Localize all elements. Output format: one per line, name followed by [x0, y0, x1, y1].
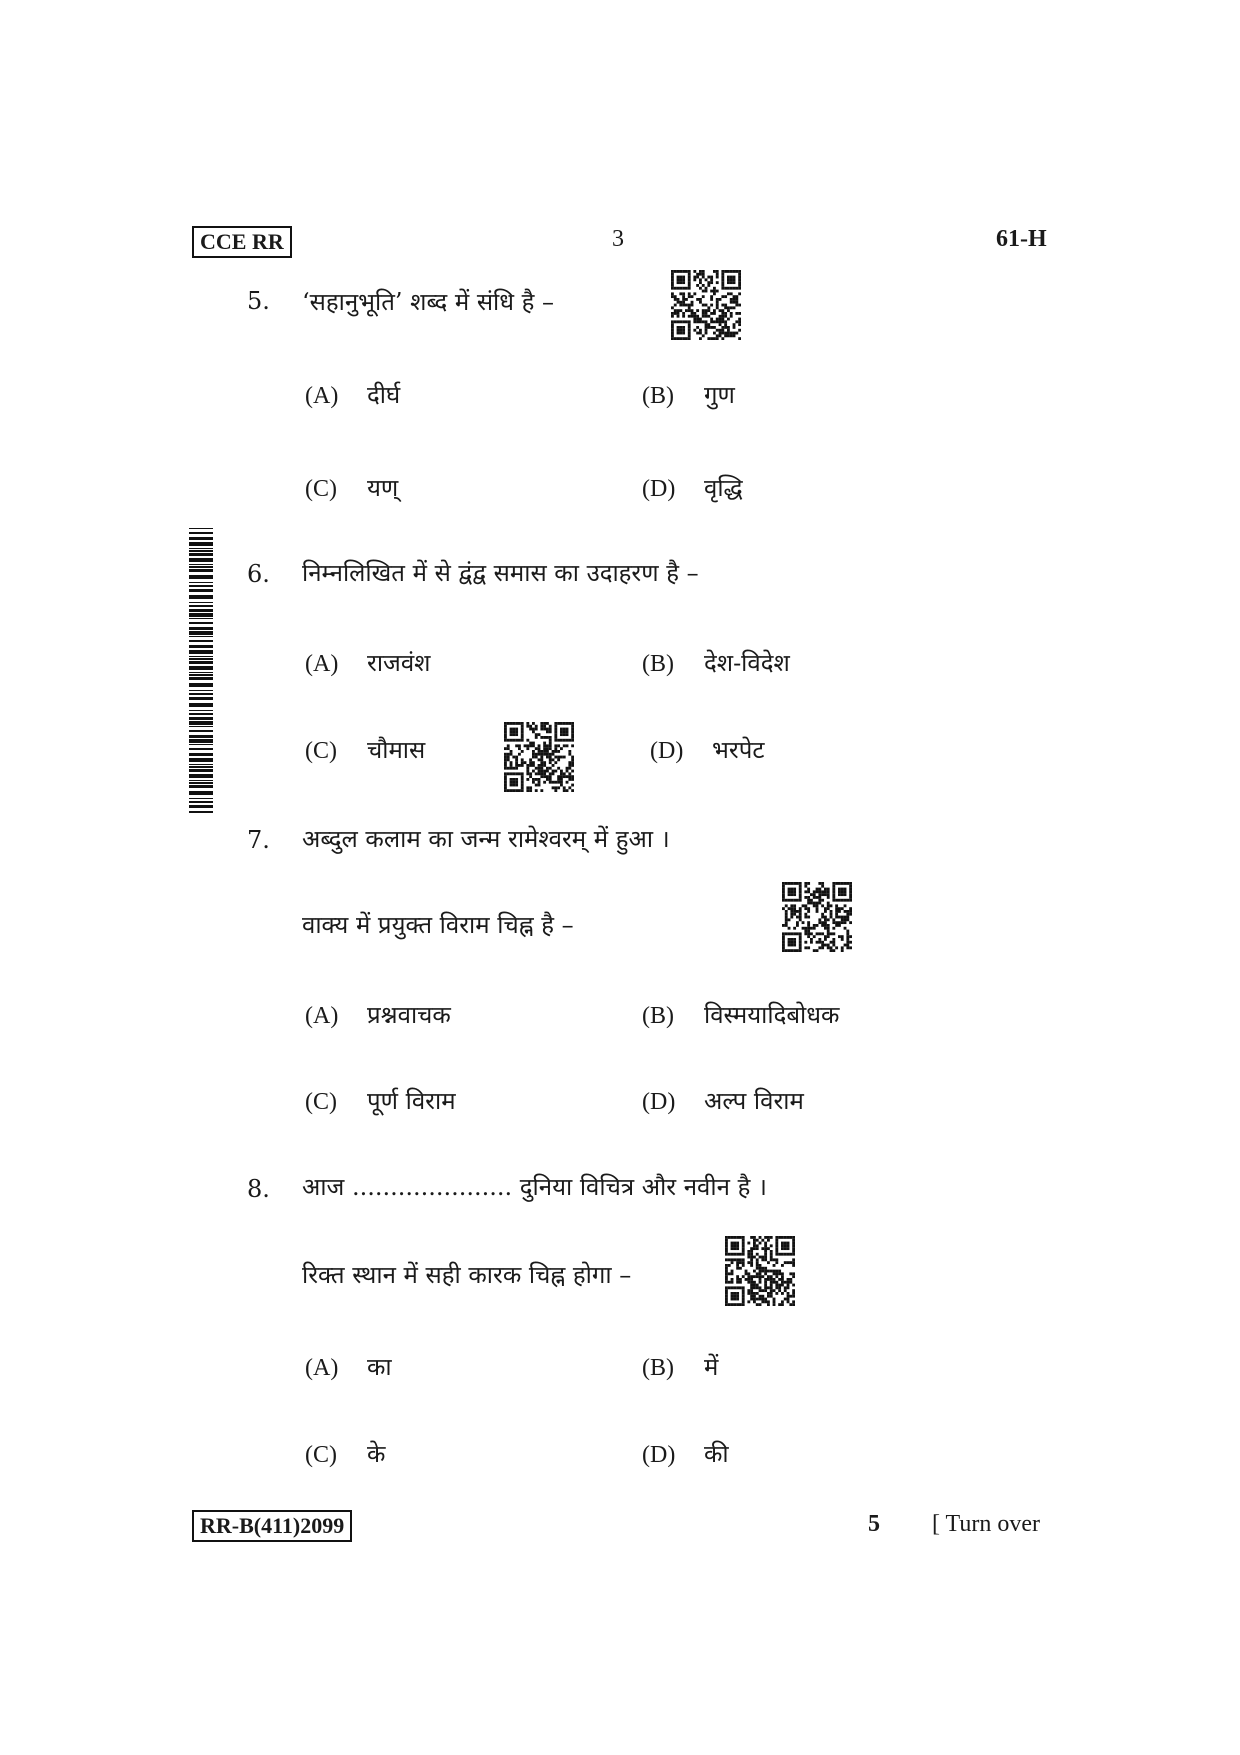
option-d: (D) की	[642, 1440, 729, 1468]
header-page-number: 3	[612, 226, 624, 252]
question-text: अब्दुल कलाम का जन्म रामेश्वरम् में हुआ ।	[302, 825, 670, 853]
qr-code-image	[782, 882, 852, 952]
option-a: (A) का	[305, 1353, 392, 1381]
turn-over-label: [ Turn over	[932, 1511, 1041, 1537]
question-subtext: रिक्त स्थान में सही कारक चिह्न होगा –	[302, 1261, 632, 1289]
option-b: (B) देश-विदेश	[642, 649, 790, 677]
option-b: (B) गुण	[642, 381, 735, 409]
question-subtext: वाक्य में प्रयुक्त विराम चिह्न है –	[302, 911, 574, 939]
option-a: (A) प्रश्नवाचक	[305, 1001, 451, 1029]
question-number: 6.	[247, 560, 270, 588]
option-b: (B) विस्मयादिबोधक	[642, 1001, 840, 1029]
footer-badge: RR-B(411)2099	[192, 1510, 352, 1542]
option-c: (C) पूर्ण विराम	[305, 1087, 456, 1115]
footer-page-number: 5	[868, 1511, 880, 1537]
header-badge: CCE RR	[192, 226, 292, 258]
option-d: (D) वृद्धि	[642, 474, 743, 502]
question-text: ‘सहानुभूति’ शब्द में संधि है –	[302, 288, 555, 316]
option-b: (B) में	[642, 1353, 719, 1381]
barcode-image	[189, 528, 213, 813]
option-a: (A) दीर्घ	[305, 381, 401, 409]
qr-code-image	[671, 270, 741, 340]
option-d: (D) भरपेट	[650, 736, 765, 764]
option-c: (C) यण्	[305, 474, 399, 502]
question-text: आज ..................... दुनिया विचित्र और नवीन है ।	[302, 1173, 768, 1201]
option-a: (A) राजवंश	[305, 649, 431, 677]
option-c: (C) चौमास	[305, 736, 426, 764]
question-number: 7.	[247, 826, 270, 854]
qr-code-image	[725, 1236, 795, 1306]
question-number: 5.	[247, 287, 270, 315]
question-number: 8.	[247, 1175, 270, 1203]
option-c: (C) के	[305, 1440, 386, 1468]
qr-code-image	[504, 722, 574, 792]
header-paper-code: 61-H	[996, 226, 1047, 252]
option-d: (D) अल्प विराम	[642, 1087, 804, 1115]
question-text: निम्नलिखित में से द्वंद्व समास का उदाहरण है –	[302, 559, 699, 587]
